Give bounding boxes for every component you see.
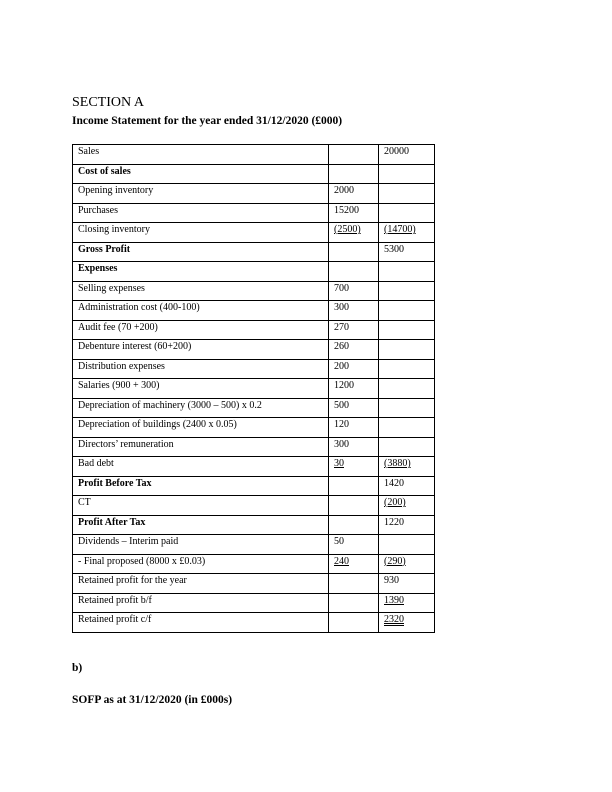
table-row [73, 203, 435, 223]
income-statement-table [72, 144, 435, 633]
row-value-2-text: 1390 [384, 594, 404, 606]
row-value-2: 1420 [379, 476, 435, 496]
row-value-2-text: (14700) [384, 224, 416, 235]
row-value-1-text: (2500) [334, 224, 361, 235]
row-label: Retained profit c/f [73, 613, 329, 633]
row-value-1 [329, 164, 379, 184]
table-row [73, 242, 435, 262]
row-label: Dividends – Interim paid [73, 535, 329, 555]
row-value-2 [379, 340, 435, 360]
table-row [73, 359, 435, 379]
table-row [73, 437, 435, 457]
row-label: Directors’ remuneration [73, 437, 329, 457]
row-value-1: 200 [329, 359, 379, 379]
table-row [73, 476, 435, 496]
row-value-1 [329, 242, 379, 262]
row-value-1: 300 [329, 437, 379, 457]
row-value-1: 2000 [329, 184, 379, 204]
row-value-2 [379, 359, 435, 379]
table-row [73, 320, 435, 340]
row-label: Profit After Tax [73, 515, 329, 535]
table-row [73, 164, 435, 184]
row-value-2 [379, 613, 435, 633]
row-value-2 [379, 398, 435, 418]
row-label: Gross Profit [73, 242, 329, 262]
row-label: Audit fee (70 +200) [73, 320, 329, 340]
row-value-1: 50 [329, 535, 379, 555]
row-value-2: 5300 [379, 242, 435, 262]
row-label: Sales [73, 145, 329, 165]
row-value-2 [379, 593, 435, 613]
row-label: - Final proposed (8000 x £0.03) [73, 554, 329, 574]
row-label: Opening inventory [73, 184, 329, 204]
row-value-1 [329, 593, 379, 613]
row-label: Purchases [73, 203, 329, 223]
row-value-2 [379, 554, 435, 574]
row-value-1 [329, 457, 379, 477]
row-label: Debenture interest (60+200) [73, 340, 329, 360]
table-row [73, 145, 435, 165]
row-value-2 [379, 437, 435, 457]
row-value-1: 260 [329, 340, 379, 360]
row-value-2-text: (200) [384, 497, 406, 508]
row-label: Depreciation of buildings (2400 x 0.05) [73, 418, 329, 438]
table-row [73, 262, 435, 282]
table-row [73, 281, 435, 301]
row-value-2 [379, 301, 435, 321]
row-label: Selling expenses [73, 281, 329, 301]
table-row [73, 418, 435, 438]
row-value-1: 1200 [329, 379, 379, 399]
row-value-1 [329, 554, 379, 574]
row-value-1 [329, 496, 379, 516]
table-row [73, 593, 435, 613]
table-row [73, 301, 435, 321]
row-value-1: 15200 [329, 203, 379, 223]
row-value-1 [329, 574, 379, 594]
row-value-2: 20000 [379, 145, 435, 165]
row-value-2 [379, 418, 435, 438]
row-value-2 [379, 223, 435, 243]
row-value-1 [329, 223, 379, 243]
row-value-2 [379, 496, 435, 516]
row-label: Bad debt [73, 457, 329, 477]
statement-title: Income Statement for the year ended 31/12/2020 (£000) [72, 115, 343, 127]
table-row [73, 457, 435, 477]
row-label: Retained profit for the year [73, 574, 329, 594]
part-b-label: b) [72, 662, 83, 674]
row-value-1: 700 [329, 281, 379, 301]
row-value-2-text: 2320 [384, 614, 404, 625]
row-label: Administration cost (400-100) [73, 301, 329, 321]
row-value-1 [329, 262, 379, 282]
row-label: Closing inventory [73, 223, 329, 243]
row-value-2-text: (3880) [384, 458, 411, 469]
row-value-2 [379, 379, 435, 399]
row-value-1 [329, 613, 379, 633]
table-row [73, 379, 435, 399]
row-value-2 [379, 203, 435, 223]
table-row [73, 496, 435, 516]
row-value-2: 930 [379, 574, 435, 594]
row-label: Distribution expenses [73, 359, 329, 379]
table-row [73, 223, 435, 243]
row-value-1 [329, 476, 379, 496]
row-value-1: 500 [329, 398, 379, 418]
row-value-2 [379, 262, 435, 282]
row-value-2 [379, 457, 435, 477]
row-value-2 [379, 320, 435, 340]
section-title: SECTION A [72, 95, 144, 110]
sofp-title: SOFP as at 31/12/2020 (in £000s) [72, 694, 233, 706]
table-row [73, 554, 435, 574]
row-value-1: 120 [329, 418, 379, 438]
row-label: CT [73, 496, 329, 516]
row-label: Cost of sales [73, 164, 329, 184]
row-value-2 [379, 184, 435, 204]
table-row [73, 574, 435, 594]
row-value-1-text: 240 [334, 555, 349, 567]
row-value-1: 270 [329, 320, 379, 340]
table-row [73, 398, 435, 418]
row-value-2: 1220 [379, 515, 435, 535]
row-label: Retained profit b/f [73, 593, 329, 613]
table-row [73, 340, 435, 360]
row-value-2-text: (290) [384, 555, 406, 567]
table-row [73, 535, 435, 555]
row-label: Depreciation of machinery (3000 – 500) x 0.2 [73, 398, 329, 418]
row-value-1: 300 [329, 301, 379, 321]
table-row [73, 613, 435, 633]
table-row [73, 515, 435, 535]
row-value-2 [379, 535, 435, 555]
row-label: Expenses [73, 262, 329, 282]
row-value-2 [379, 281, 435, 301]
table-row [73, 184, 435, 204]
row-value-1 [329, 515, 379, 535]
row-value-1-text: 30 [334, 458, 344, 469]
row-value-2 [379, 164, 435, 184]
row-label: Salaries (900 + 300) [73, 379, 329, 399]
row-value-1 [329, 145, 379, 165]
row-label: Profit Before Tax [73, 476, 329, 496]
